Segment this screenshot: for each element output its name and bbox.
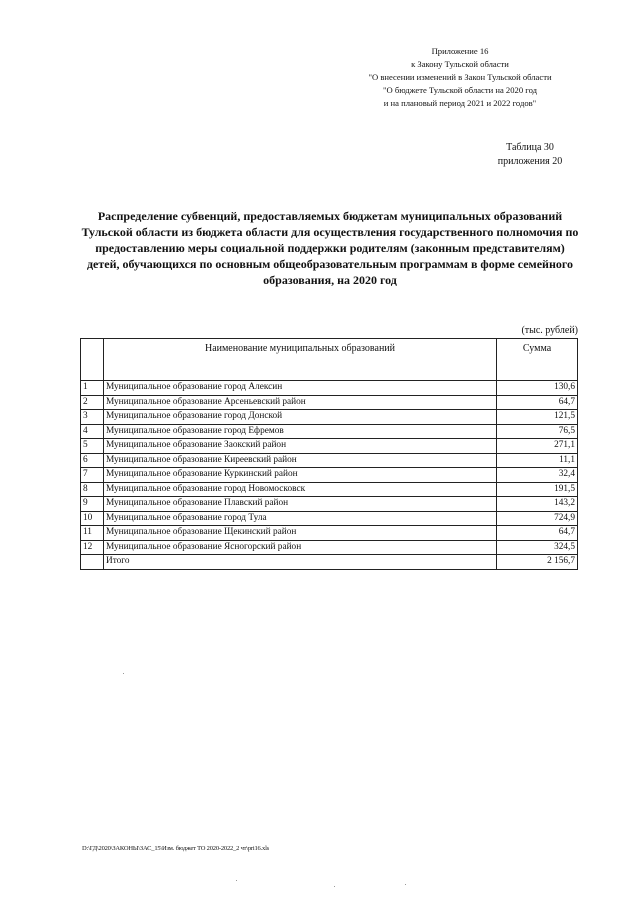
row-number: 11 [81,526,104,541]
row-number: 1 [81,381,104,396]
header-sum: Сумма [497,339,578,381]
row-number: 2 [81,395,104,410]
row-name: Муниципальное образование Киреевский район [104,453,497,468]
row-name: Муниципальное образование город Донской [104,410,497,425]
table-row [81,395,578,410]
appendix-line: Приложение 16 [431,46,489,56]
table-ref-line: приложения 20 [497,156,563,167]
row-sum: 121,5 [497,410,578,425]
row-sum: 11,1 [497,453,578,468]
row-name: Муниципальное образование Куркинский район [104,468,497,483]
row-sum: 76,5 [497,424,578,439]
table-row [81,410,578,425]
subsidy-table [80,338,578,570]
scan-speck [236,880,237,881]
scan-speck [123,673,124,674]
document-title: Распределение субвенций, предоставляемых бюджетам муниципальных образований Тульской области из бюджета области для осуществления государственного полномочия по предоставлению меры социальной поддержки родителям (законным представителям) детей, обучающихся по основным общеобразовательным программам в форме семейного образования, на 2020 год [81,209,579,287]
row-sum: 191,5 [497,482,578,497]
table-row [81,439,578,454]
row-sum: 130,6 [497,381,578,396]
scan-speck [405,884,406,885]
row-number: 4 [81,424,104,439]
units-label: (тыс. рублей) [521,325,578,336]
row-name: Муниципальное образование Ясногорский район [104,540,497,555]
row-sum: 2 156,7 [497,555,578,570]
row-name: Муниципальное образование город Ефремов [104,424,497,439]
row-sum: 324,5 [497,540,578,555]
row-sum: 724,9 [497,511,578,526]
table-row [81,526,578,541]
file-path-footer: D:\ГД\2020\ЗАКОНЫ\ЗАС_15\Изм. бюджет ТО 2020-2022_2 чт\pri16.xls [82,845,270,852]
appendix-line: "О бюджете Тульской области на 2020 год [383,85,537,95]
appendix-line: и на плановый период 2021 и 2022 годов" [383,98,537,108]
row-sum: 143,2 [497,497,578,512]
table-row [81,381,578,396]
row-sum: 271,1 [497,439,578,454]
header-num [81,339,104,381]
row-name: Муниципальное образование Арсеньевский район [104,395,497,410]
row-name: Муниципальное образование город Тула [104,511,497,526]
row-name: Муниципальное образование город Новомосковск [104,482,497,497]
row-name: Муниципальное образование Щекинский район [104,526,497,541]
table-row [81,424,578,439]
table-row [81,468,578,483]
row-number: 3 [81,410,104,425]
appendix-line: к Закону Тульской области [411,59,509,69]
row-number: 10 [81,511,104,526]
table-row [81,497,578,512]
row-sum: 64,7 [497,526,578,541]
table-row [81,511,578,526]
row-name: Муниципальное образование город Алексин [104,381,497,396]
row-number: 8 [81,482,104,497]
row-name: Муниципальное образование Плавский район [104,497,497,512]
table-total-row [81,555,578,570]
table-row [81,482,578,497]
row-number: 5 [81,439,104,454]
row-sum: 32,4 [497,468,578,483]
row-sum: 64,7 [497,395,578,410]
table-reference [480,141,580,169]
table-row [81,453,578,468]
row-name: Итого [104,555,497,570]
row-number: 6 [81,453,104,468]
row-number: 7 [81,468,104,483]
row-number: 12 [81,540,104,555]
appendix-header [340,45,580,110]
table-row [81,540,578,555]
table-header-row [81,339,578,381]
row-number: 9 [81,497,104,512]
appendix-line: "О внесении изменений в Закон Тульской области [368,72,552,82]
scan-speck [334,886,335,887]
header-name: Наименование муниципальных образований [104,339,497,381]
row-name: Муниципальное образование Заокский район [104,439,497,454]
row-number [81,555,104,570]
table-ref-line: Таблица 30 [506,142,554,153]
